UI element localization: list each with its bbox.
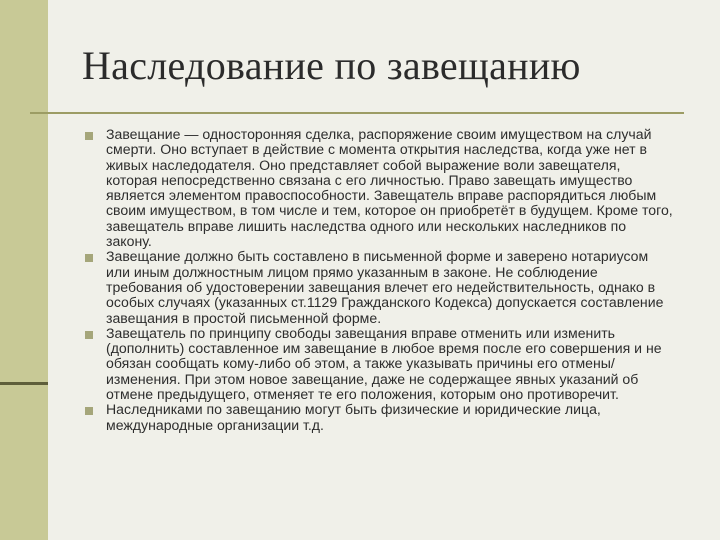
bullet-item (84, 127, 674, 249)
square-bullet-icon (85, 331, 93, 339)
bullet-list (84, 127, 674, 433)
bullet-text: Завещатель по принципу свободы завещания вправе отменить или изменить (дополнить) составленное им завещание в любое время после его совершения и не обязан сообщать кому-либо об этом, а также указывать причины его отмены/изменения. При этом новое завещание, даже не содержащее явных указаний об отмене предыдущего, отменяет те его положения, которым оно противоречит. (106, 324, 662, 403)
square-bullet-icon (85, 132, 93, 140)
square-bullet-icon (85, 407, 93, 415)
bullet-text: Наследниками по завещанию могут быть физические и юридические лица, международные организации т.д. (106, 401, 601, 433)
slide-title: Наследование по завещанию (82, 43, 581, 88)
title-underline (30, 112, 684, 114)
square-bullet-icon (85, 254, 93, 262)
bullet-item (84, 326, 674, 402)
bullet-item (84, 249, 674, 325)
bullet-item (84, 402, 674, 433)
accent-band-divider (0, 382, 48, 385)
left-accent-band (0, 0, 48, 540)
bullet-text: Завещание должно быть составлено в письменной форме и заверено нотариусом или иным должностным лицом прямо указанным в законе. Не соблюдение требования об удостоверении завещания влечет его недействительность, однако в особых случаях (указанных ст.1129 Гражданского Кодекса) допускается составление завещания в простой письменной форме. (106, 248, 664, 326)
bullet-text: Завещание — односторонняя сделка, распоряжение своим имуществом на случай смерти. Оно вступает в действие с момента открытия наследства, когда уже нет в живых наследодателя. Оно представляет собой выражение воли завещателя, которая непосредственно связана с его личностью. Право завещать имущество является элементом правоспособности. Завещатель вправе распорядиться любым своим имуществом, в том числе и тем, которое он приобретёт в будущем. Кроме того, завещатель вправе лишить наследства одного или нескольких наследников по закону. (106, 126, 673, 250)
